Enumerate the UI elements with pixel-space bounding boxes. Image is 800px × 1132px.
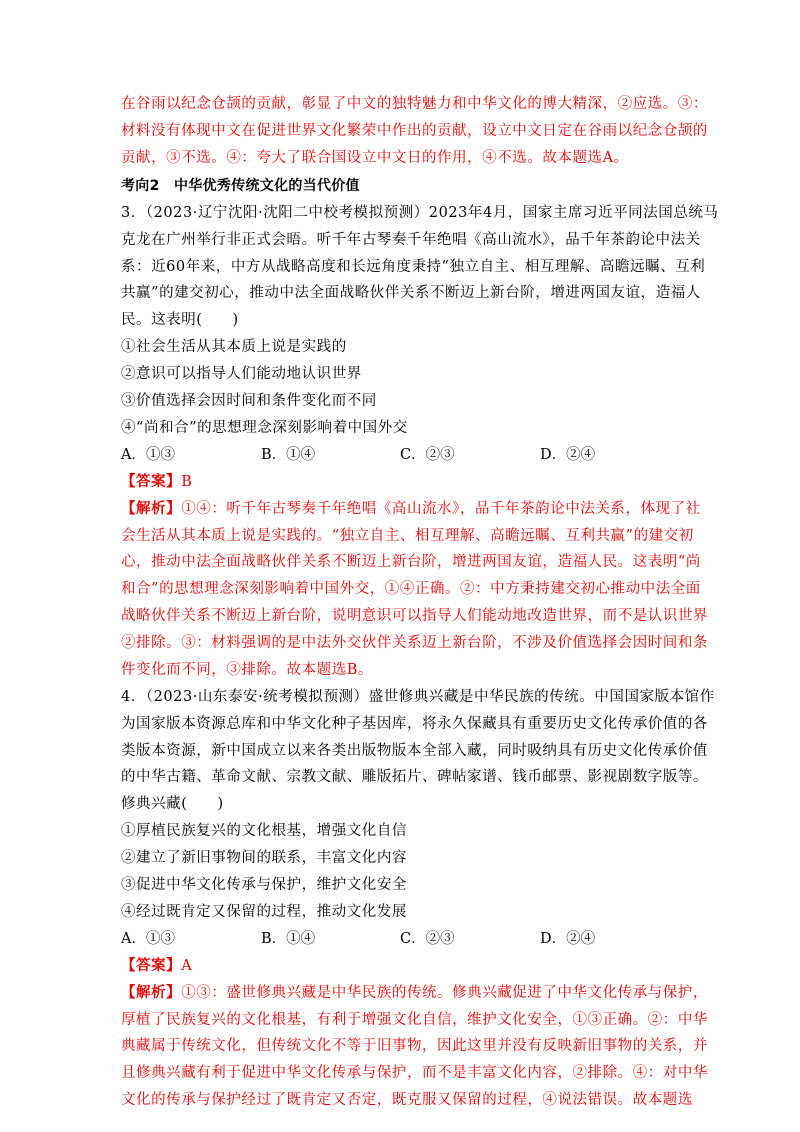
- q3-analysis-line: 心，推动中法全面战略伙伴关系不断迈上新台阶，增进两国友谊，造福人民。这表明“尚: [121, 554, 701, 570]
- q3-analysis-line: 件变化而不同，③排除。故本题选B。: [121, 662, 374, 678]
- q3-analysis-line: 战略伙伴关系不断迈上新台阶，说明意识可以指导人们能动地改造世界，而不是认识世界: [121, 608, 708, 624]
- q4-stem-line: 类版本资源，新中国成立以来各类出版物版本全部入藏，同时吸纳具有历史文化传承价值: [121, 743, 708, 759]
- q4-analysis-line: 典藏属于传统文化，但传统文化不等于旧事物，因此这里并没有反映新旧事物的关系，并: [121, 1038, 708, 1054]
- q3-option-d: D．②④: [540, 447, 596, 463]
- q3-analysis-line: [121, 500, 701, 518]
- q4-analysis-line: 厚植了民族复兴的文化根基，有利于增强文化自信，维护文化安全，①③正确。②：中华: [121, 1012, 708, 1028]
- q4-statement: ③促进中华文化传承与保护，维护文化安全: [121, 877, 407, 893]
- q4-stem-line: 修典兴藏( ): [121, 796, 224, 812]
- q4-stem-line: 4．（2023·山东泰安·统考模拟预测）盛世修典兴藏是中华民族的传统。中国国家版本馆作: [121, 689, 715, 705]
- q4-analysis-line: [121, 984, 708, 1002]
- q4-option-c: C．②③: [400, 931, 455, 947]
- q4-answer-value: A: [181, 958, 193, 974]
- q4-analysis-line: 且修典兴藏有利于促进中华文化传承与保护，而不是丰富文化内容，②排除。④：对中华: [121, 1065, 708, 1081]
- section-heading: 考向2 中华优秀传统文化的当代价值: [121, 178, 360, 194]
- q3-stem-line: 共赢”的建交初心，推动中法全面战略伙伴关系不断迈上新台阶，增进两国友谊，造福人: [121, 285, 701, 301]
- q3-stem-line: 3．（2023·辽宁沈阳·沈阳二中校考模拟预测）2023年4月，国家主席习近平同法国总统马: [121, 205, 719, 221]
- q3-analysis-line: 和合”的思想理念深刻影响着中国外交，①④正确。②：中方秉持建交初心推动中法全面: [121, 581, 701, 597]
- q3-statement: ②意识可以指导人们能动地认识世界: [121, 366, 362, 382]
- q3-answer: [121, 473, 192, 491]
- q3-analysis-text: ①④：听千年古琴奏千年绝唱《高山流水》，品千年茶韵论中法关系，体现了社: [181, 501, 701, 517]
- q3-analysis-line: ②排除。③：材料强调的是中法外交伙伴关系迈上新台阶，不涉及价值选择会因时间和条: [121, 635, 708, 651]
- q4-analysis-tag: 【解析】: [121, 984, 182, 1001]
- q4-statement: ①厚植民族复兴的文化根基，增强文化自信: [121, 823, 407, 839]
- q4-answer: [121, 957, 192, 975]
- q3-analysis-tag: 【解析】: [121, 500, 182, 517]
- q4-stem-line: 为国家版本资源总库和中华文化种子基因库，将永久保藏具有重要历史文化传承价值的各: [121, 716, 708, 732]
- q3-option-b: B．①④: [261, 447, 316, 463]
- q3-statement: ①社会生活从其本质上说是实践的: [121, 339, 347, 355]
- q3-stem-line: 克龙在广州举行非正式会晤。听千年古琴奏千年绝唱《高山流水》，品千年茶韵论中法关: [121, 232, 701, 248]
- prev-explanation-line: 贡献，③不选。④：夸大了联合国设立中文日的作用，④不选。故本题选A。: [121, 150, 629, 166]
- q3-answer-value: B: [181, 474, 193, 490]
- q4-answer-tag: 【答案】: [121, 957, 182, 974]
- q4-option-b: B．①④: [261, 931, 316, 947]
- q3-statement: ③价值选择会因时间和条件变化而不同: [121, 393, 377, 409]
- q4-stem-line: 的中华古籍、革命文献、宗教文献、雕版拓片、碑帖家谱、钱币邮票、影视剧数字版等。: [121, 769, 708, 785]
- q3-option-a: A．①③: [121, 447, 175, 463]
- q3-stem-line: 民。这表明( ): [121, 312, 239, 328]
- q4-statement: ④经过既肯定又保留的过程，推动文化发展: [121, 904, 407, 920]
- q3-option-c: C．②③: [400, 447, 455, 463]
- q3-stem-line: 系：近60年来，中方从战略高度和长远角度秉持“独立自主、相互理解、高瞻远瞩、互利: [121, 259, 706, 275]
- q4-analysis-text: ①③：盛世修典兴藏是中华民族的传统。修典兴藏促进了中华文化传承与保护，: [181, 985, 708, 1001]
- prev-explanation-line: 材料没有体现中文在促进世界文化繁荣中作出的贡献，设立中文日定在谷雨以纪念仓颉的: [121, 123, 708, 139]
- q3-statement: ④“尚和合”的思想理念深刻影响着中国外交: [121, 420, 408, 436]
- prev-explanation-line: 在谷雨以纪念仓颉的贡献，彰显了中文的独特魅力和中华文化的博大精深，②应选。③：: [121, 96, 708, 112]
- q4-option-a: A．①③: [121, 931, 175, 947]
- q4-option-d: D．②④: [540, 931, 596, 947]
- q4-statement: ②建立了新旧事物间的联系，丰富文化内容: [121, 850, 407, 866]
- q3-analysis-line: 会生活从其本质上说是实践的。“独立自主、相互理解、高瞻远瞩、互利共赢”的建交初: [121, 528, 694, 544]
- q4-analysis-line: 文化的传承与保护经过了既肯定又否定，既克服又保留的过程，④说法错误。故本题选: [121, 1092, 693, 1108]
- q3-answer-tag: 【答案】: [121, 473, 182, 490]
